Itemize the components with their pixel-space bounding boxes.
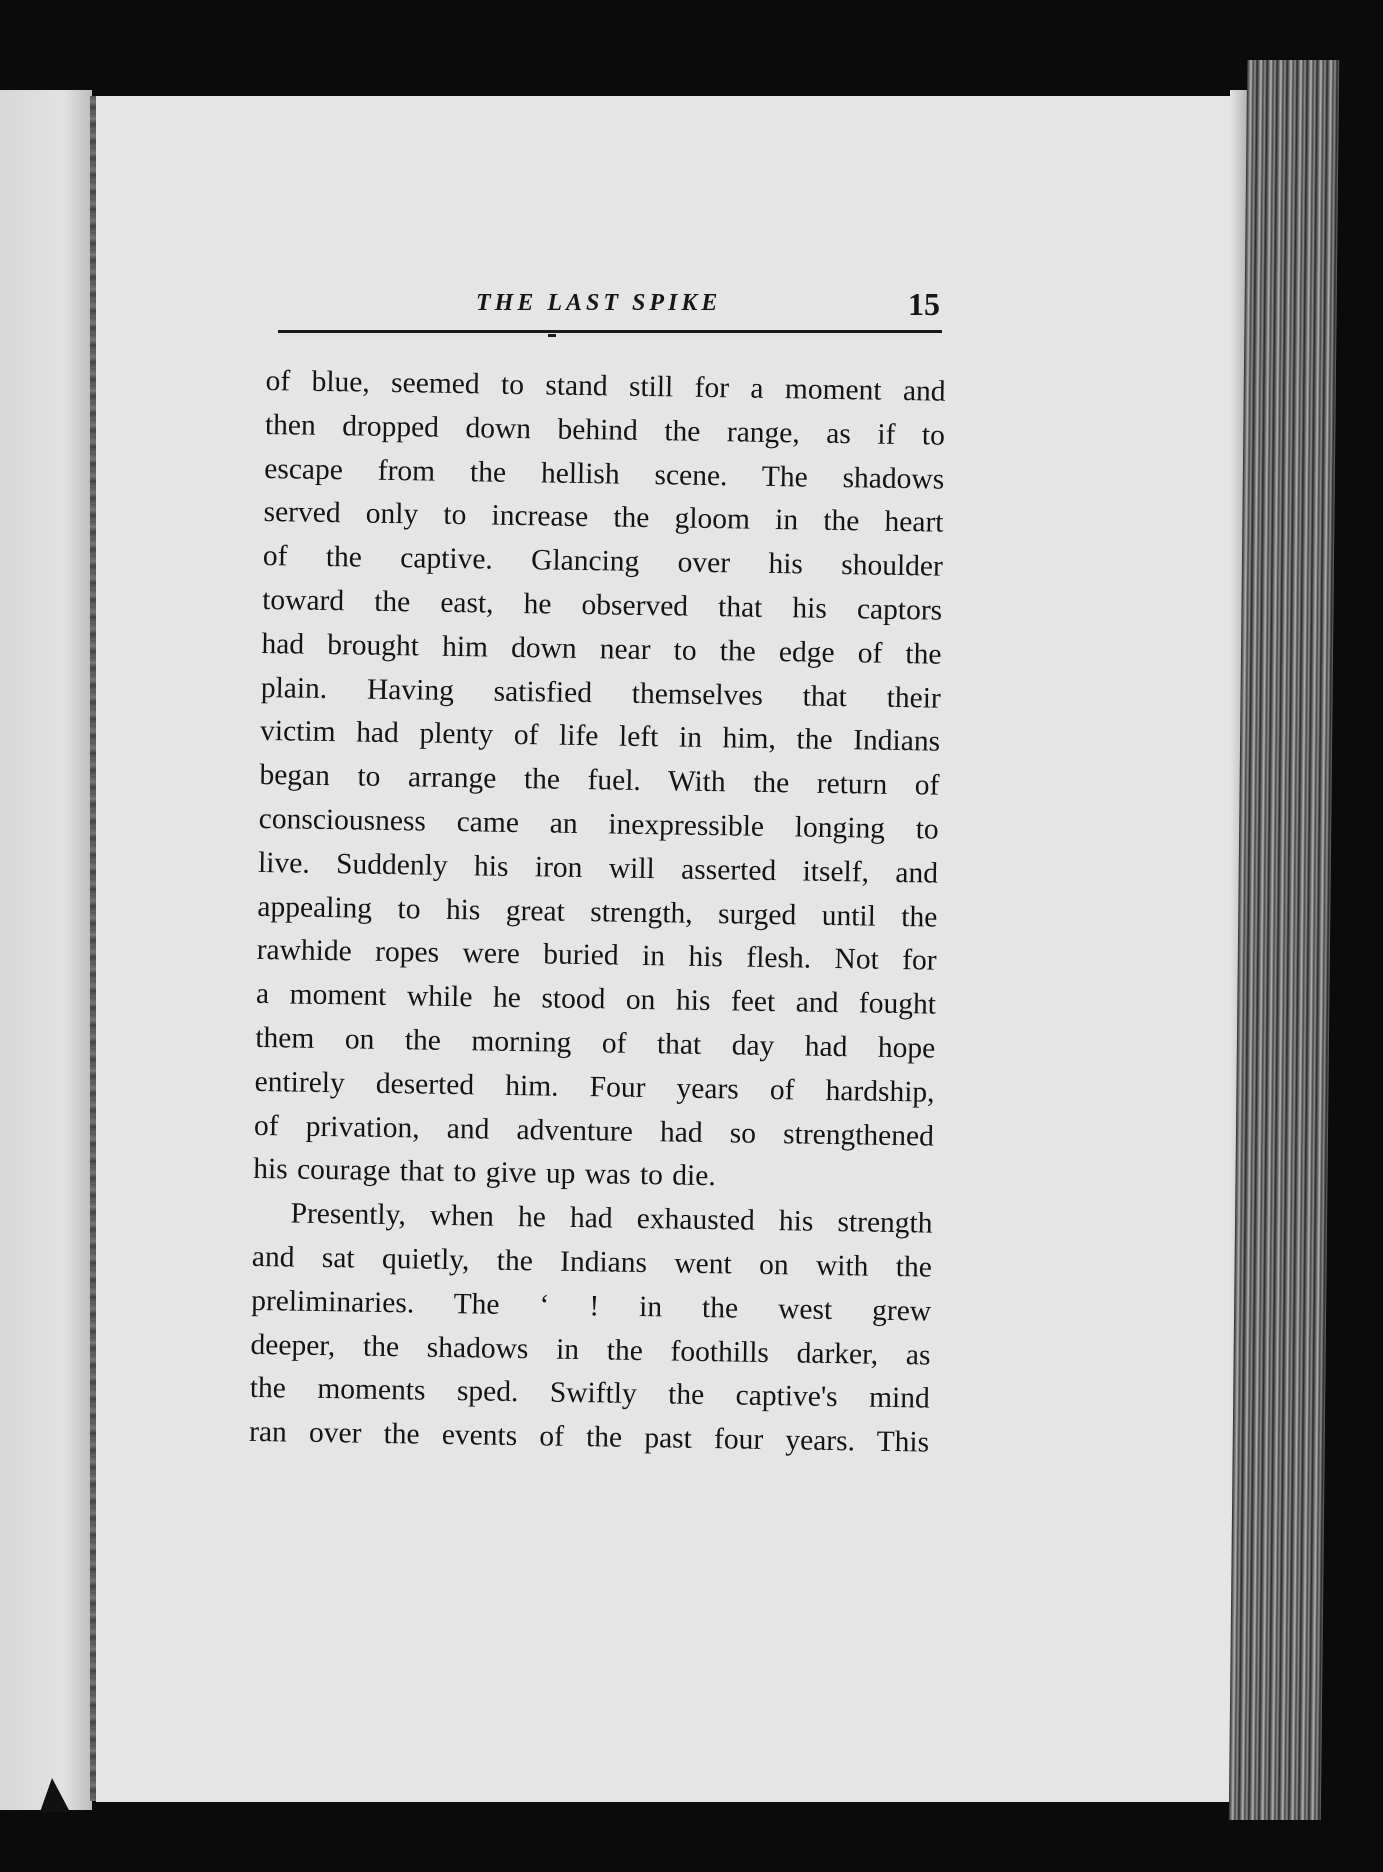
page-number: 15 (908, 286, 940, 322)
text-line: and sat quietly, the Indians went on with the (251, 1240, 933, 1284)
text-line: live. Suddenly his iron will asserted itself, and (257, 846, 939, 890)
text-line: victim had plenty of life left in him, the Indians (259, 715, 941, 759)
paragraph-2 (249, 1192, 933, 1465)
text-line: of privation, and adventure had so strengthened (253, 1109, 935, 1153)
text-line: of the captive. Glancing over his shoulder (262, 540, 944, 583)
text-line: appealing to his great strength, surged until the (257, 890, 938, 934)
body-text (249, 360, 946, 1465)
paragraph-1 (253, 360, 946, 1203)
text-line: plain. Having satisfied themselves that their (260, 671, 942, 715)
running-title: THE LAST SPIKE (476, 290, 722, 316)
running-header (276, 282, 940, 332)
text-line: served only to increase the gloom in the heart (263, 496, 944, 540)
page-block-edge (1229, 60, 1339, 1820)
text-line: rawhide ropes were buried in his flesh. Not for (256, 934, 937, 977)
text-line: preliminaries. The ‘ ! in the west grew (250, 1284, 932, 1328)
text-line: them on the morning of that day had hope (255, 1021, 936, 1065)
text-line: escape from the hellish scene. The shadows (264, 452, 945, 496)
text-line: began to arrange the fuel. With the return of (259, 759, 940, 802)
header-rule (278, 330, 942, 333)
text-line: consciousness came an inexpressible longing to (258, 802, 939, 846)
text-line: had brought him down near to the edge of the (261, 627, 942, 671)
text-line: toward the east, he observed that his captors (261, 583, 943, 627)
text-line: deeper, the shadows in the foothills darker, as (250, 1328, 931, 1372)
header-rule-tick (548, 334, 556, 337)
text-line: ran over the events of the past four years. This (248, 1415, 930, 1459)
text-line: the moments sped. Swiftly the captive's mind (249, 1372, 931, 1415)
text-line: then dropped down behind the range, as if to (264, 408, 946, 452)
text-line: his courage that to give up was to die. (253, 1153, 716, 1193)
facing-page-edge (0, 90, 92, 1810)
text-line: entirely deserted him. Four years of hardship, (254, 1065, 935, 1109)
text-line: a moment while he stood on his feet and fought (255, 978, 937, 1021)
text-line: of blue, seemed to stand still for a moment and (265, 364, 946, 408)
text-line: Presently, when he had exhausted his strength (290, 1197, 933, 1240)
